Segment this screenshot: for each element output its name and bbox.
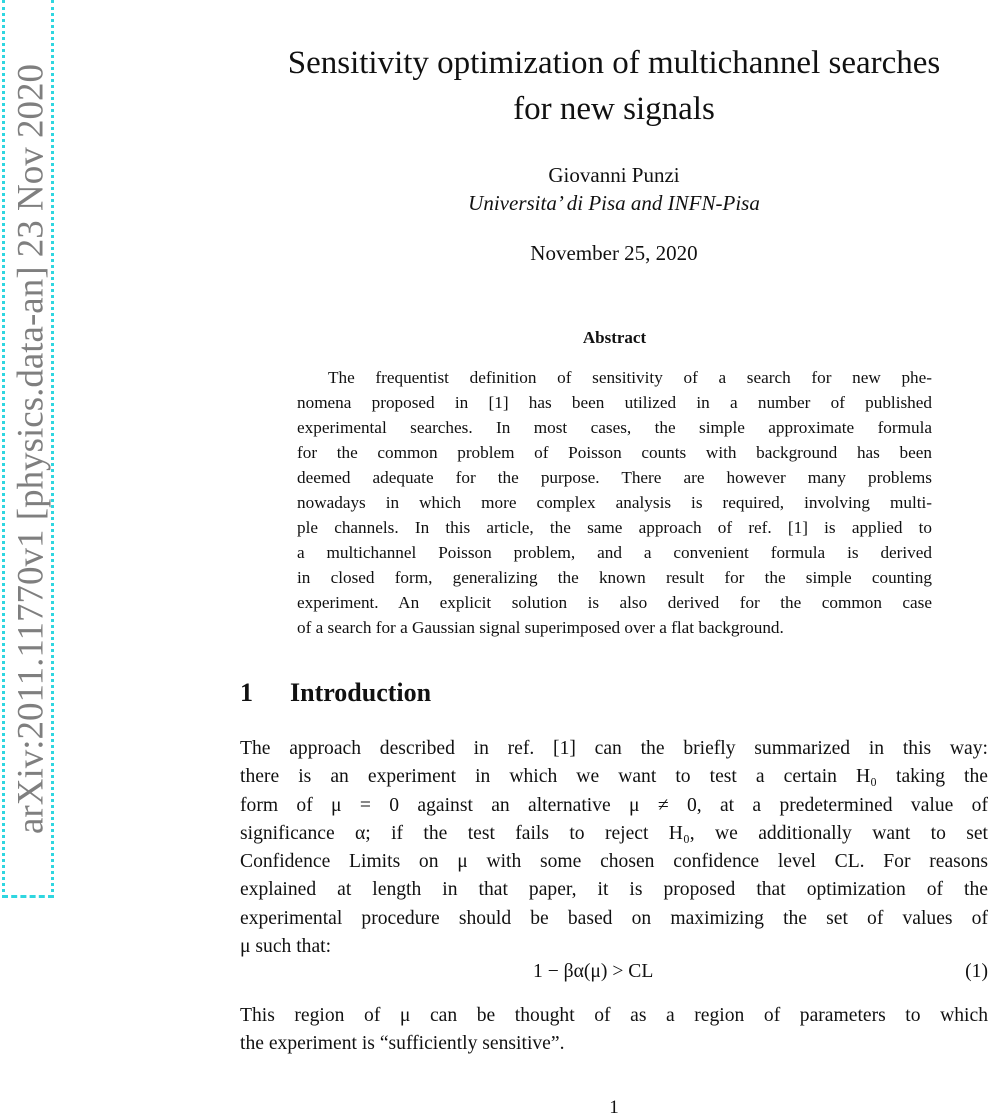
abstract-line: deemed adequate for the purpose. There are however many problems — [297, 468, 932, 487]
arxiv-stamp — [2, 0, 54, 898]
abstract-line: nomena proposed in [1] has been utilized in a number of published — [297, 393, 932, 412]
abstract-line: ple channels. In this article, the same approach of ref. [1] is applied to — [297, 518, 932, 537]
intro-paragraph-1 — [240, 735, 988, 961]
intro-paragraph-2 — [240, 1002, 988, 1059]
body-line: the experiment is “sufficiently sensitive”. — [240, 1033, 565, 1055]
paper-title — [240, 40, 988, 132]
body-line: μ such that: — [240, 936, 332, 958]
arxiv-identifier[interactable]: arXiv:2011.11770v1 [physics.data-an] 23 Nov 2020 — [10, 63, 52, 835]
body-line: Confidence Limits on μ with some chosen confidence level CL. For reasons — [240, 851, 988, 873]
body-line: experimental procedure should be based on maximizing the set of values of — [240, 907, 988, 929]
abstract-line: for the common problem of Poisson counts with background has been — [297, 443, 932, 462]
section-number: 1 — [240, 678, 253, 707]
paper-date: November 25, 2020 — [530, 241, 698, 265]
author-name: Giovanni Punzi — [548, 163, 680, 187]
body-line: explained at length in that paper, it is proposed that optimization of the — [240, 879, 988, 901]
body-line: The approach described in ref. [1] can the briefly summarized in this way: — [240, 738, 988, 759]
author-affiliation: Universita’ di Pisa and INFN-Pisa — [468, 191, 760, 215]
section-heading-introduction — [240, 678, 431, 708]
abstract-line: experimental searches. In most cases, the simple approximate formula — [297, 418, 932, 437]
page-number: 1 — [609, 1097, 619, 1118]
abstract-body — [297, 365, 932, 640]
equation-1 — [240, 961, 988, 991]
title-line-2: for new signals — [513, 91, 715, 127]
equation-number: (1) — [965, 961, 988, 982]
body-line: This region of μ can be thought of as a region of parameters to which — [240, 1005, 988, 1026]
abstract-line: in closed form, generalizing the known result for the simple counting — [297, 568, 932, 587]
abstract-line: The frequentist definition of sensitivity of a search for new phe- — [328, 368, 932, 387]
abstract-line: a multichannel Poisson problem, and a convenient formula is derived — [297, 543, 932, 562]
abstract-line: nowadays in which more complex analysis is required, involving multi- — [297, 493, 932, 512]
body-line: significance α; if the test fails to reject H₀, we additionally want to set — [240, 822, 988, 844]
equation-expression: 1 − βα(μ) > CL — [533, 961, 654, 982]
abstract-line: of a search for a Gaussian signal superimposed over a flat background. — [297, 618, 784, 637]
body-line: there is an experiment in which we want to test a certain H₀ taking the — [240, 766, 988, 788]
body-line: form of μ = 0 against an alternative μ ≠ 0, at a predetermined value of — [240, 794, 988, 816]
section-title: Introduction — [290, 678, 432, 707]
title-line-1: Sensitivity optimization of multichannel searches — [287, 45, 941, 81]
abstract-line: experiment. An explicit solution is also derived for the common case — [297, 593, 932, 612]
abstract-heading: Abstract — [582, 328, 647, 347]
